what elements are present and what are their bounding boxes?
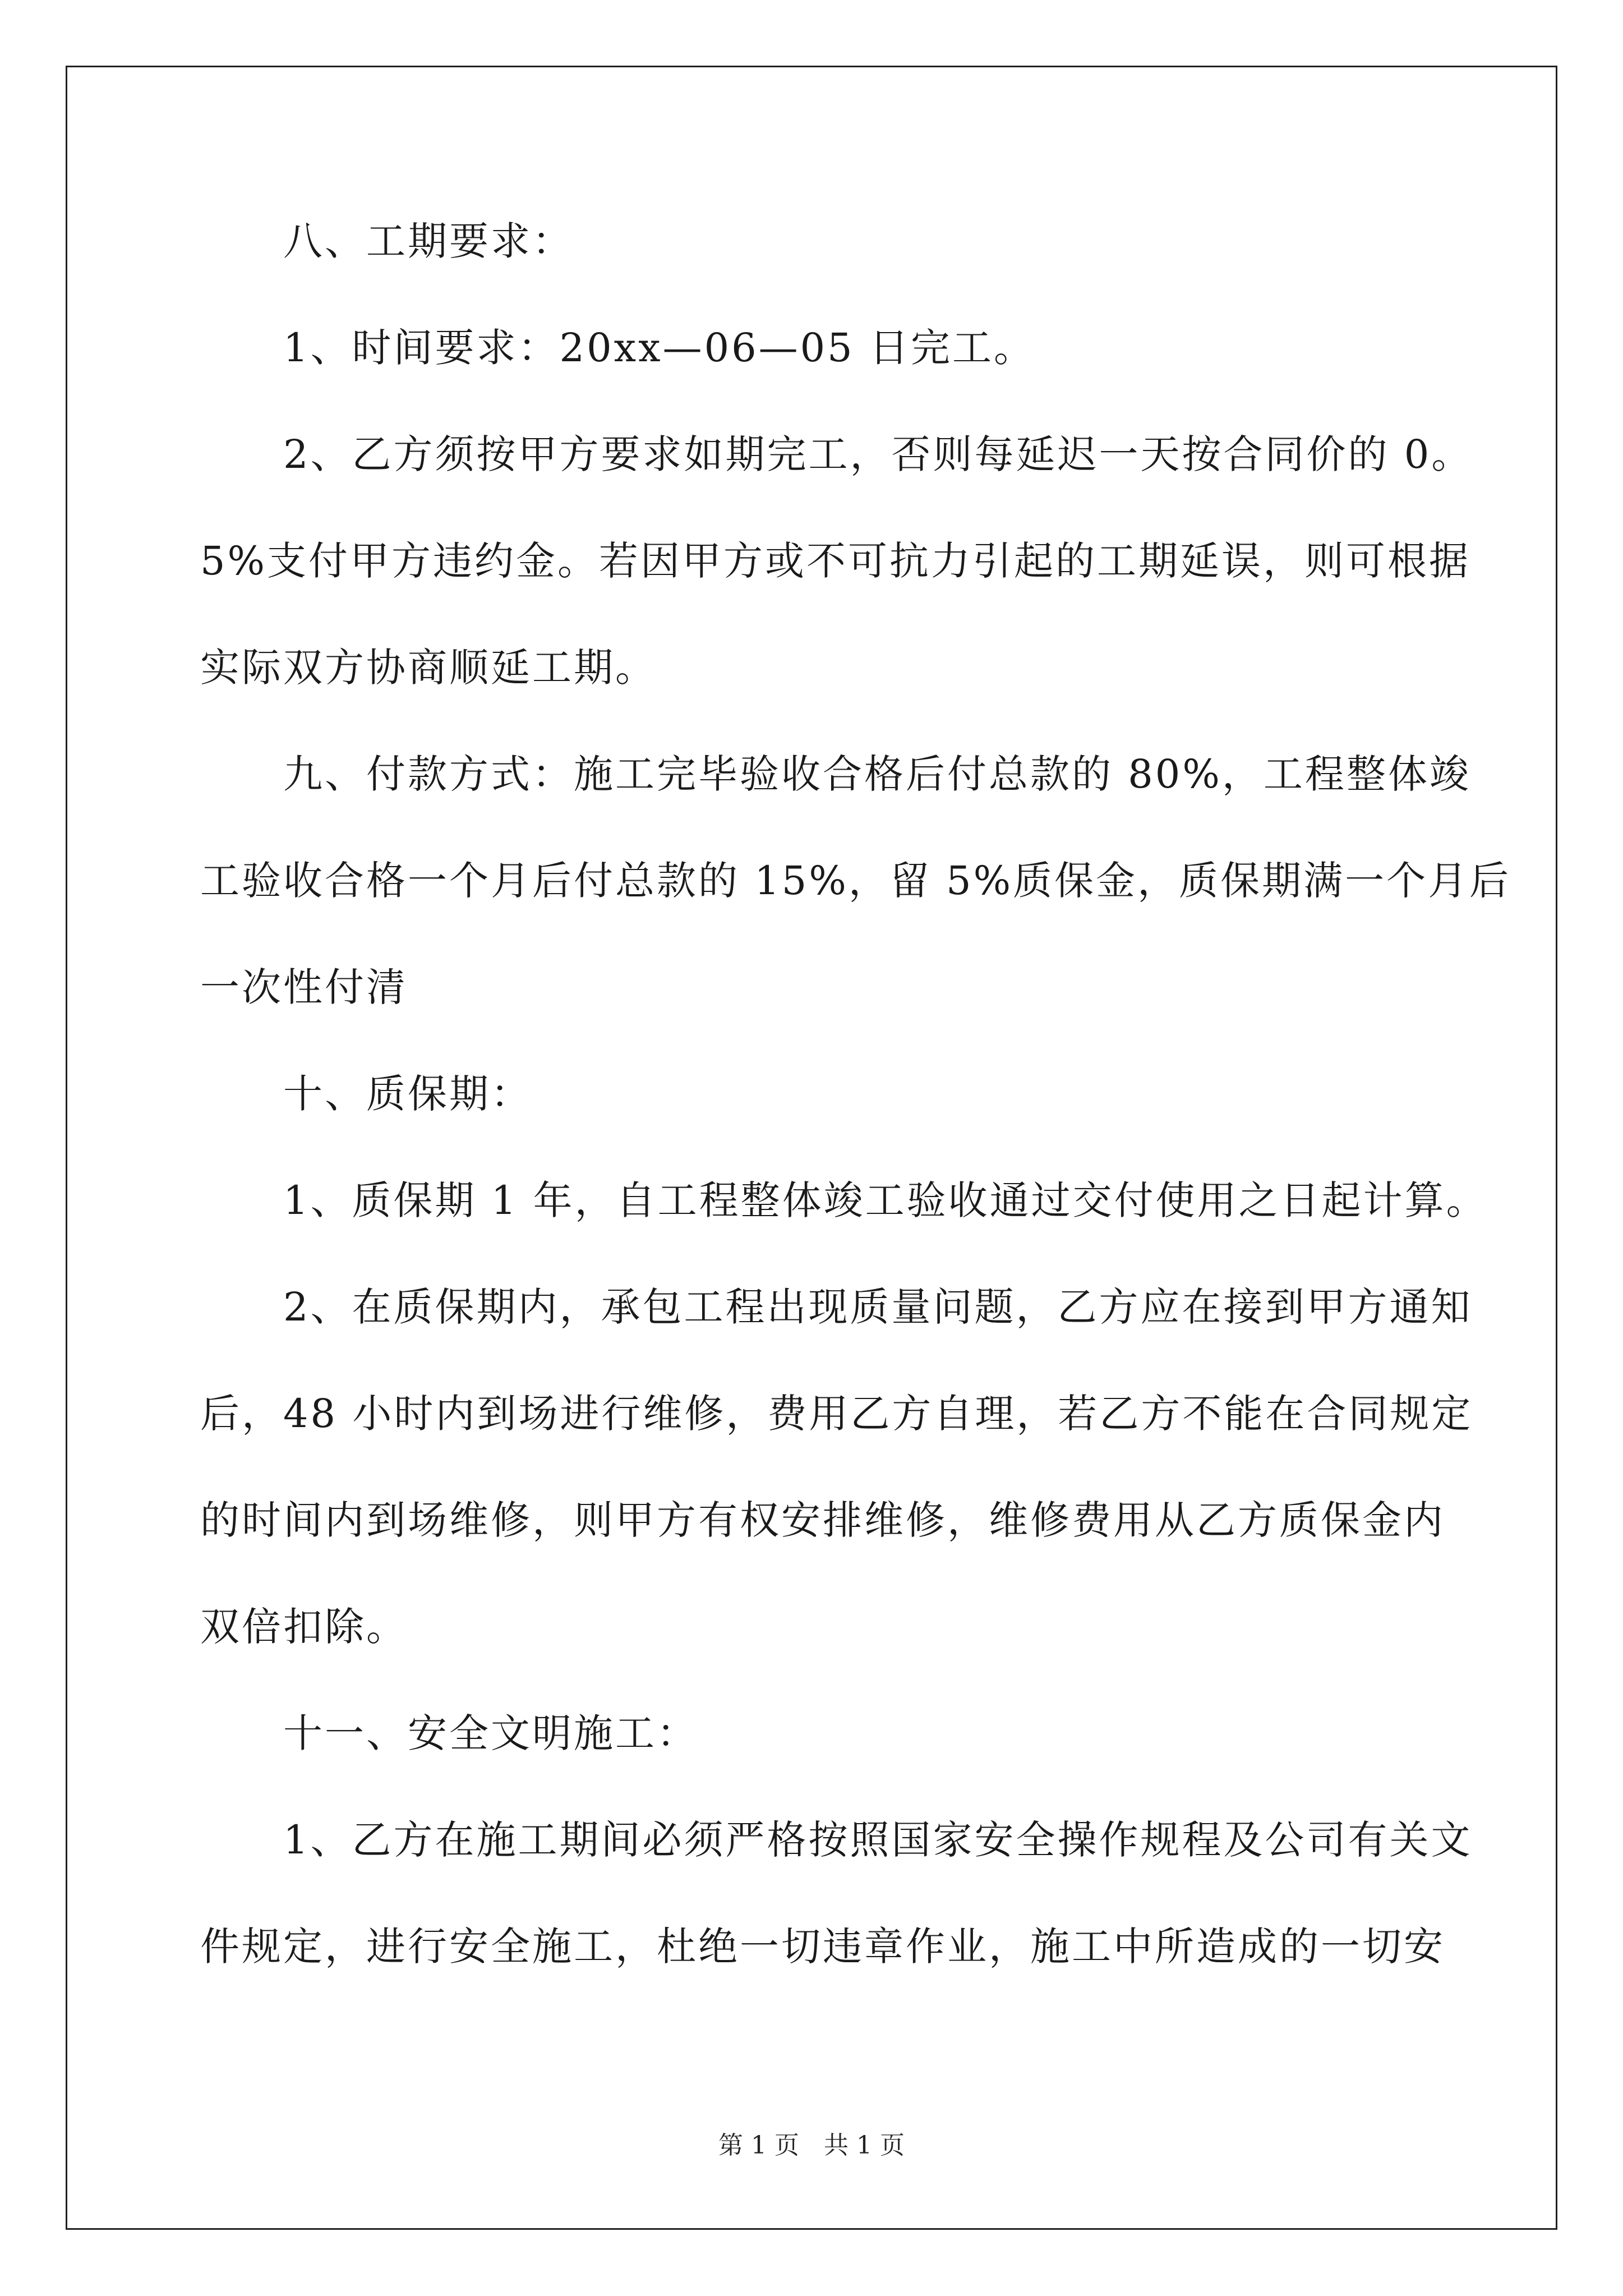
paragraph-line: 双倍扣除。 <box>200 1604 408 1650</box>
heading-warranty: 十、质保期： <box>283 1071 532 1117</box>
paragraph-line: 一次性付清 <box>200 964 408 1010</box>
paragraph-line: 2、乙方须按甲方要求如期完工，否则每延迟一天按合同价的 0。 <box>283 431 1473 477</box>
paragraph-line: 实际双方协商顺延工期。 <box>200 645 657 691</box>
paragraph-line: 1、时间要求：20xx—06—05 日完工。 <box>283 325 1035 371</box>
paragraph-line: 5%支付甲方违约金。若因甲方或不可抗力引起的工期延误，则可根据 <box>200 538 1471 584</box>
paragraph-line: 1、乙方在施工期间必须严格按照国家安全操作规程及公司有关文 <box>283 1817 1473 1863</box>
paragraph-line: 后，48 小时内到场进行维修，费用乙方自理，若乙方不能在合同规定 <box>200 1391 1473 1437</box>
heading-schedule: 八、工期要求： <box>283 218 574 264</box>
paragraph-line: 2、在质保期内，承包工程出现质量问题，乙方应在接到甲方通知 <box>283 1284 1473 1330</box>
paragraph-line: 九、付款方式：施工完毕验收合格后付总款的 80%，工程整体竣 <box>283 751 1471 797</box>
page-border <box>66 66 1557 2230</box>
page-number-footer: 第 1 页 共 1 页 <box>718 2131 905 2160</box>
paragraph-line: 工验收合格一个月后付总款的 15%，留 5%质保金，质保期满一个月后 <box>200 858 1511 904</box>
heading-safety: 十一、安全文明施工： <box>283 1710 698 1756</box>
paragraph-line: 件规定，进行安全施工，杜绝一切违章作业，施工中所造成的一切安 <box>200 1924 1445 1970</box>
paragraph-line: 的时间内到场维修，则甲方有权安排维修，维修费用从乙方质保金内 <box>200 1497 1445 1543</box>
paragraph-line: 1、质保期 1 年，自工程整体竣工验收通过交付使用之日起计算。 <box>283 1177 1488 1223</box>
